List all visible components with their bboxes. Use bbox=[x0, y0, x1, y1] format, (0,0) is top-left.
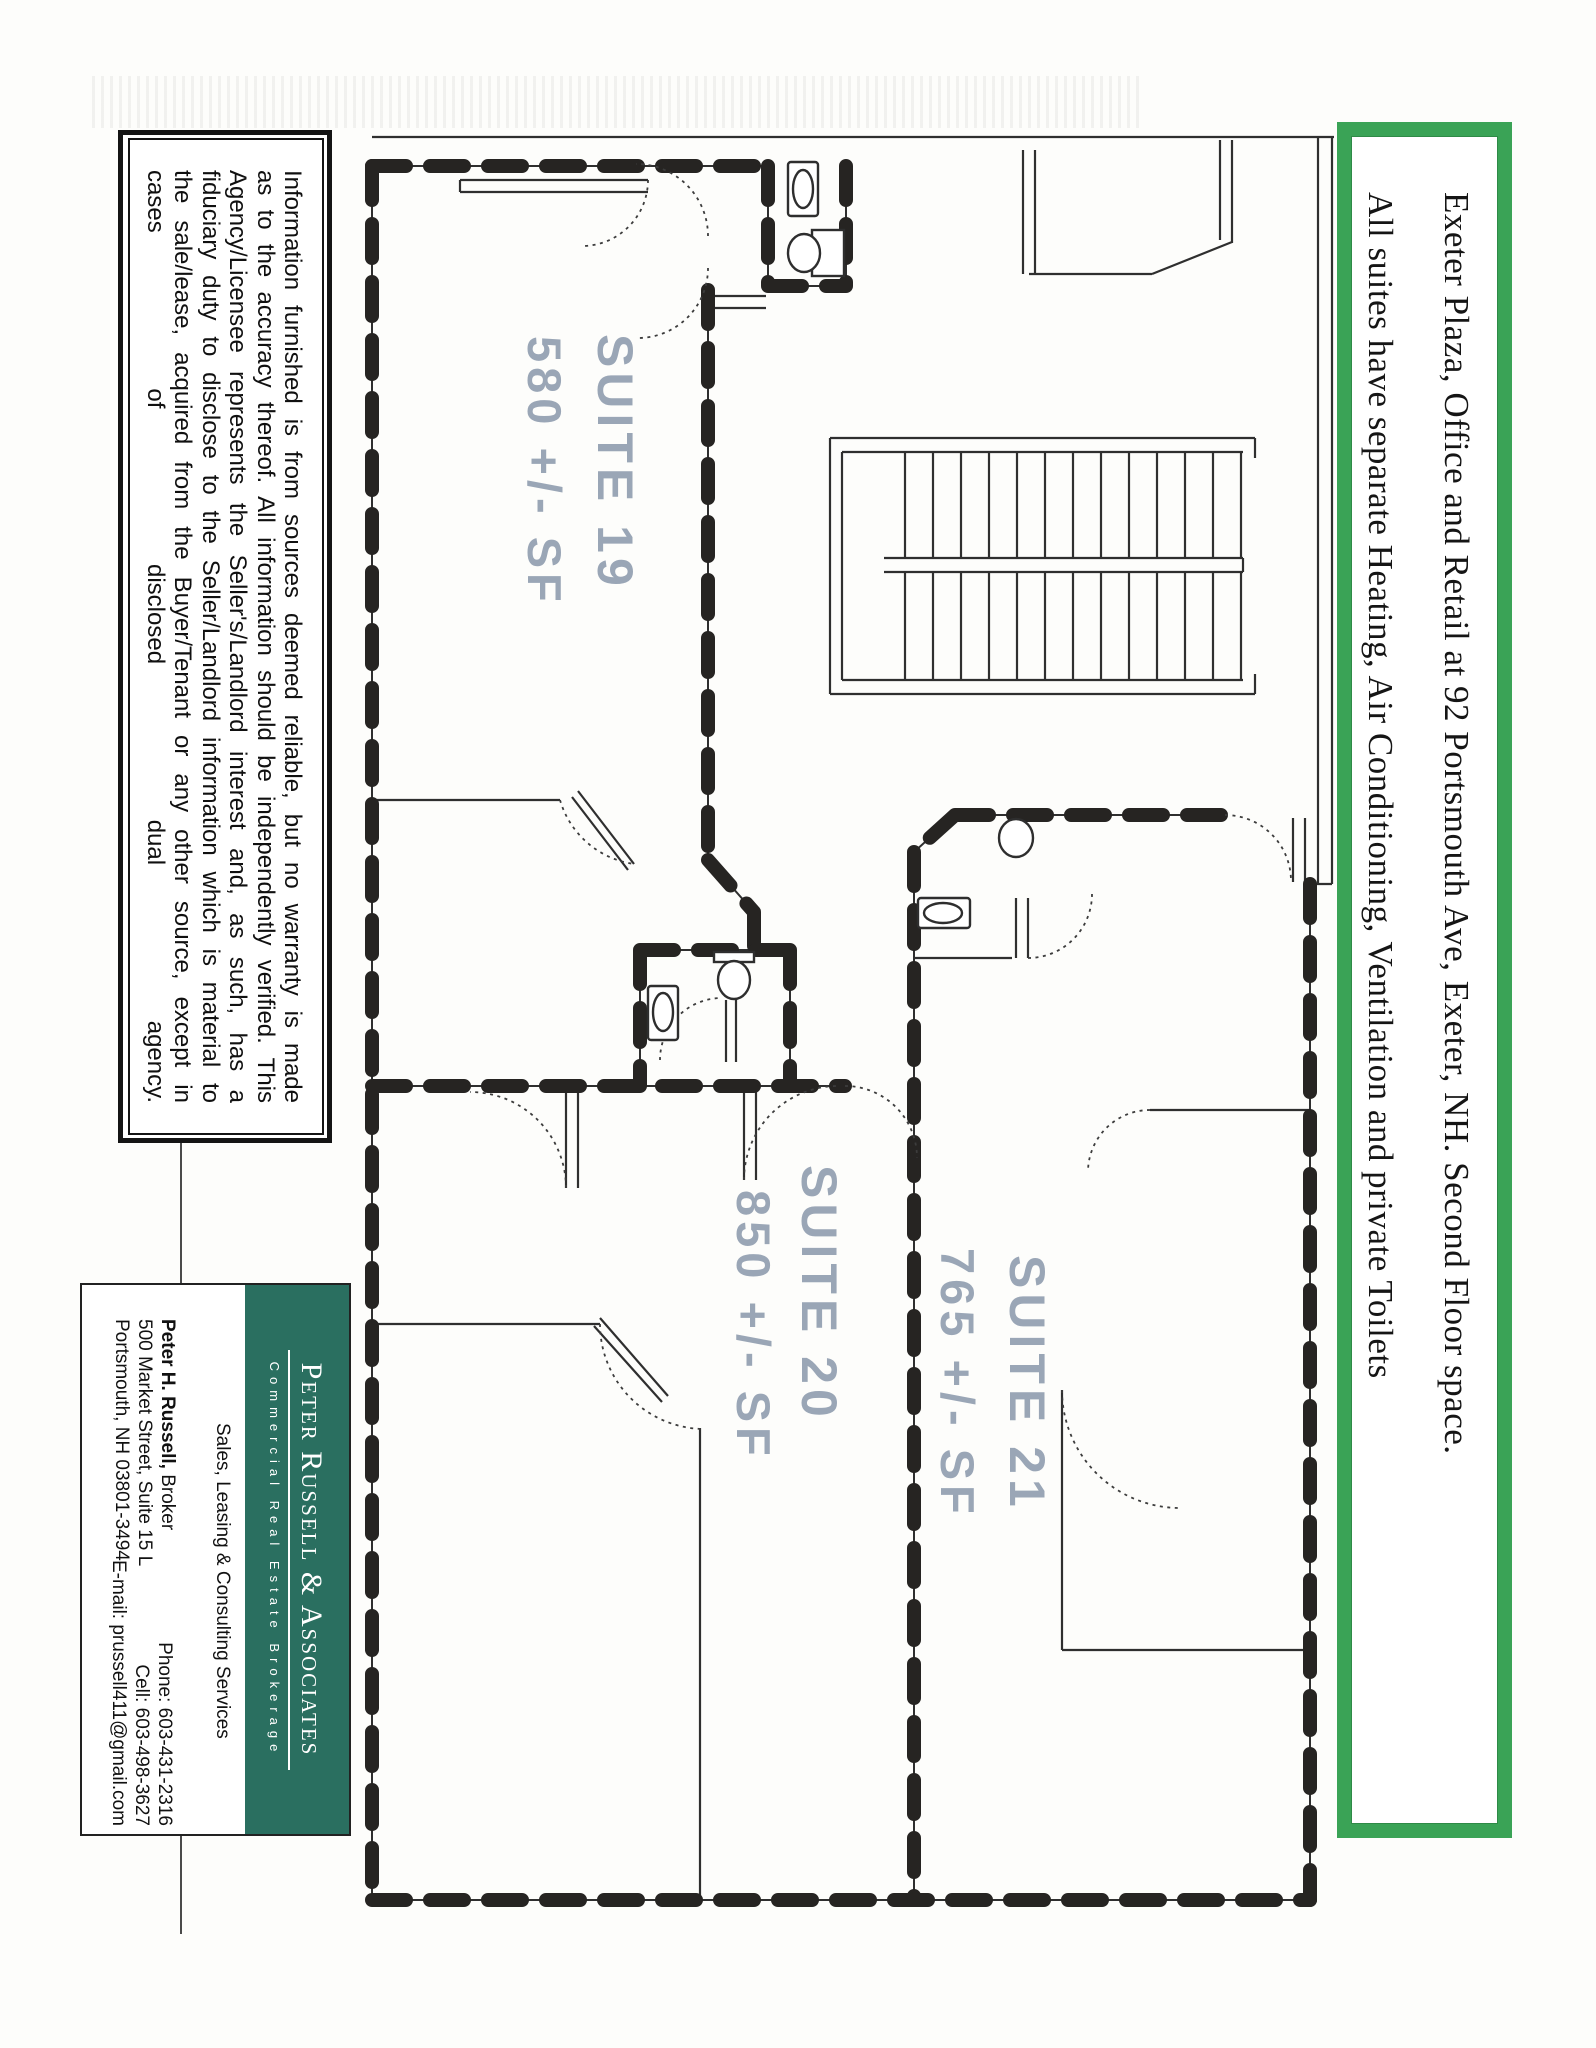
suite-19-label: SUITE 19 bbox=[587, 334, 643, 591]
suite-19-area: 580 +/- SF bbox=[518, 336, 571, 607]
toilet-icon bbox=[648, 162, 970, 1040]
card-brand-band bbox=[245, 1285, 349, 1834]
title-line-2: All suites have separate Heating, Air Conditioning, Ventilation and private Toilets bbox=[1361, 192, 1400, 1379]
disclaimer-line: Information furnished is from sources deemed reliable, but no warranty is made bbox=[279, 170, 306, 1103]
title-box bbox=[1337, 122, 1512, 1838]
card-phone: Phone: 603-431-2316 bbox=[154, 1642, 175, 1826]
title-line-1: Exeter Plaza, Office and Retail at 92 Portsmouth Ave, Exeter, NH. Second Floor space. bbox=[1437, 192, 1476, 1455]
wall-baselines bbox=[372, 166, 1310, 1900]
stairs bbox=[830, 438, 1255, 694]
brand-name: Peter Russell & Associates bbox=[295, 1362, 328, 1757]
brand-rule bbox=[288, 1350, 290, 1770]
disclaimer-line: cases of disclosed dual agency. bbox=[141, 170, 169, 1103]
card-contact-block bbox=[107, 1560, 176, 1826]
business-card bbox=[80, 1283, 351, 1836]
brand-subtitle: Commercial Real Estate Brokerage bbox=[267, 1361, 282, 1758]
disclaimer-line: the sale/lease, acquired from the Buyer/Tenant or any other source, except in bbox=[169, 170, 197, 1103]
sink-icon bbox=[714, 230, 1033, 999]
card-cell: Cell: 603-498-3627 bbox=[131, 1664, 152, 1826]
card-name-line: Peter H. Russell, Broker bbox=[157, 1319, 178, 1531]
thin-walls bbox=[372, 137, 1334, 1902]
card-email: E-mail: prussell411@gmail.com bbox=[108, 1559, 129, 1826]
suite-20-label: SUITE 20 bbox=[791, 1165, 847, 1422]
disclaimer-line: as to the accuracy thereof. All information should be independently verified. This bbox=[251, 170, 279, 1103]
dashed-walls bbox=[372, 166, 1310, 1900]
disclaimer-line: Agency/Licensee represents the Seller's/Landlord interest and, as such, has a bbox=[224, 170, 252, 1103]
suite-21-label: SUITE 21 bbox=[999, 1255, 1055, 1512]
disclaimer-box bbox=[118, 130, 332, 1143]
disclaimer-line: fiduciary duty to disclose to the Seller/Landlord information which is material to bbox=[196, 170, 224, 1103]
card-street: 500 Market Street, Suite 15 L bbox=[134, 1319, 155, 1567]
card-services: Sales, Leasing & Consulting Services bbox=[212, 1423, 233, 1739]
suite-20-area: 850 +/- SF bbox=[727, 1190, 780, 1461]
card-address-block bbox=[110, 1319, 179, 1566]
card-city: Portsmouth, NH 03801-3494 bbox=[111, 1319, 132, 1561]
suite-21-area: 765 +/- SF bbox=[931, 1248, 984, 1519]
